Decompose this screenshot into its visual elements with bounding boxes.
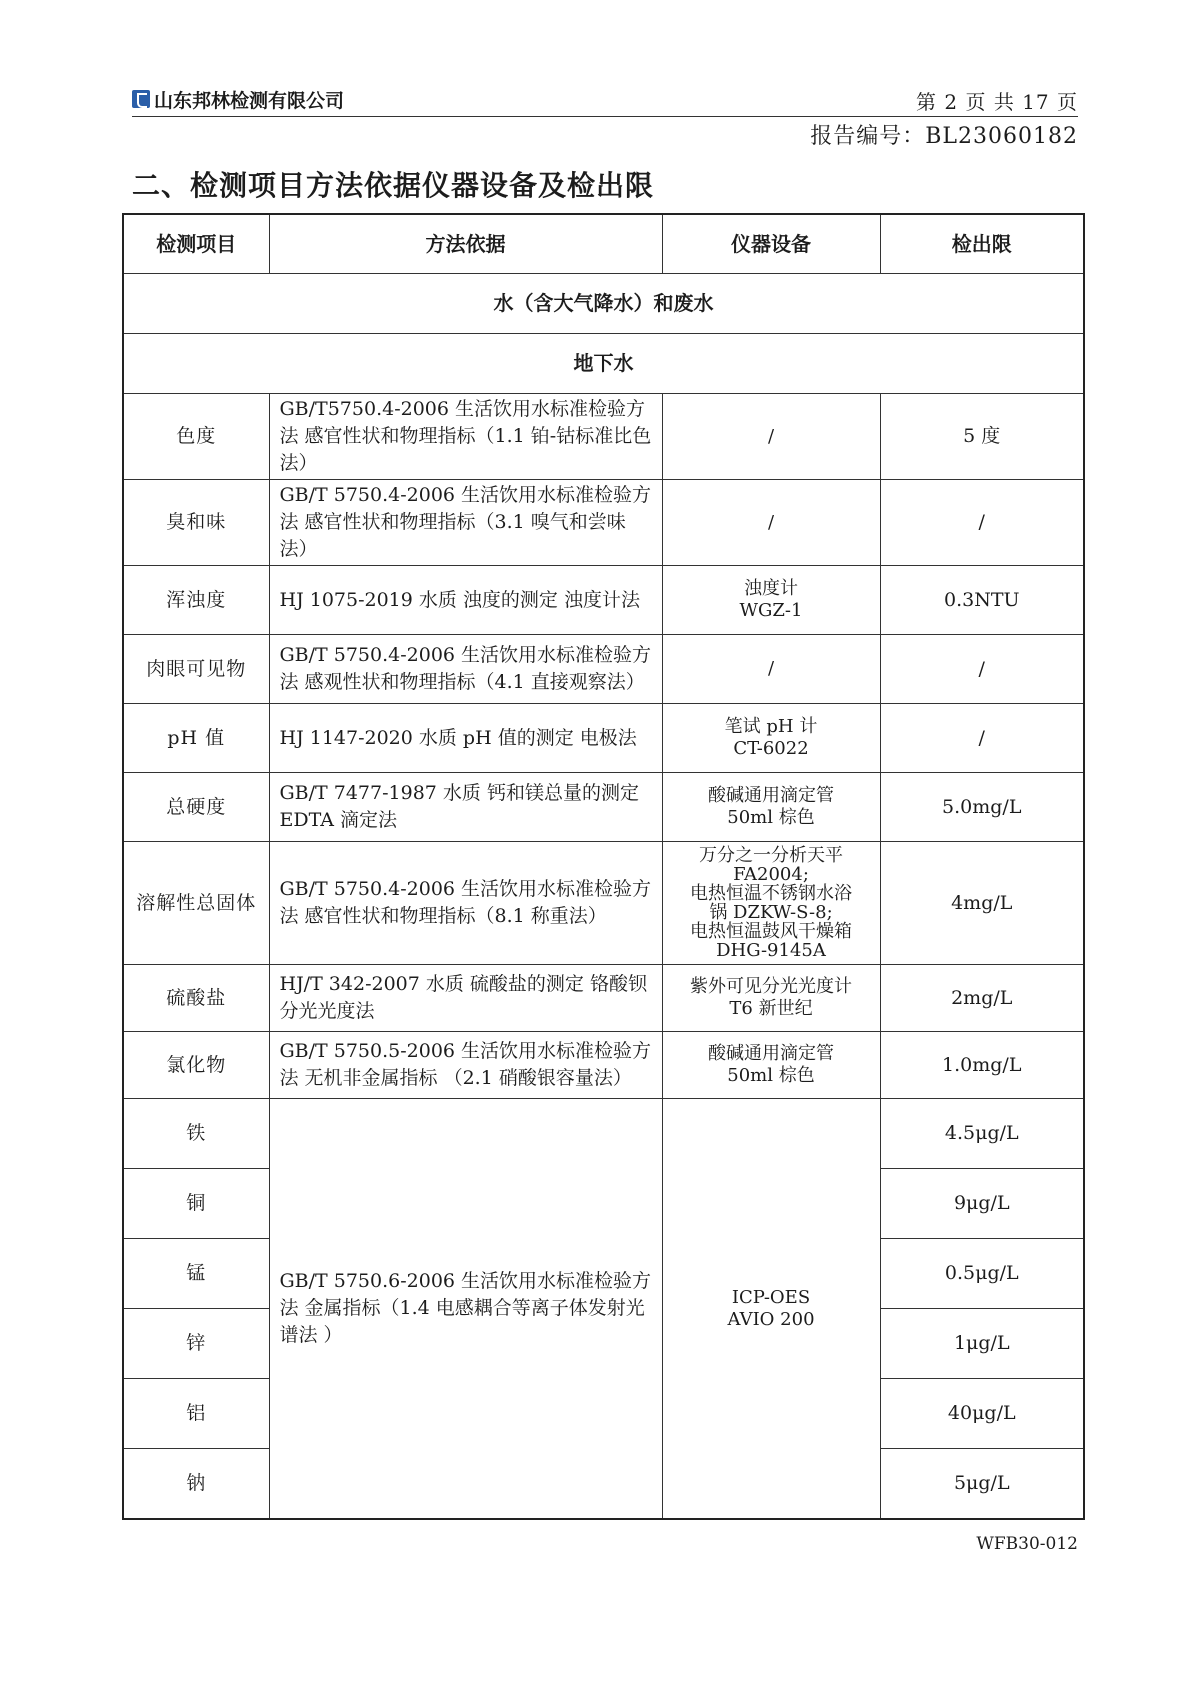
detection-limit: 9μg/L xyxy=(880,1169,1084,1239)
table-row xyxy=(123,965,1084,1032)
method-table xyxy=(122,213,1085,1520)
detection-limit: / xyxy=(880,635,1084,704)
test-item: 浑浊度 xyxy=(123,566,269,635)
method-basis: GB/T 5750.5-2006 生活饮用水标准检验方法 无机非金属指标 （2.1 硝酸银容量法） xyxy=(269,1032,662,1099)
equipment: 浊度计 WGZ-1 xyxy=(662,566,880,635)
test-item: pH 值 xyxy=(123,704,269,773)
page-number: 第 2 页 共 17 页 xyxy=(916,90,1078,114)
equipment: / xyxy=(662,480,880,566)
equipment: / xyxy=(662,635,880,704)
test-item: 硫酸盐 xyxy=(123,965,269,1032)
test-item: 锌 xyxy=(123,1309,269,1379)
test-item: 肉眼可见物 xyxy=(123,635,269,704)
table-row xyxy=(123,480,1084,566)
method-basis: HJ 1075-2019 水质 浊度的测定 浊度计法 xyxy=(269,566,662,635)
form-code: WFB30-012 xyxy=(976,1534,1078,1554)
test-item: 臭和味 xyxy=(123,480,269,566)
equipment: 万分之一分析天平 FA2004; 电热恒温不锈钢水浴 锅 DZKW-S-8; 电热恒温鼓风干燥箱 DHG-9145A xyxy=(662,842,880,965)
detection-limit: 4.5μg/L xyxy=(880,1099,1084,1169)
category-row xyxy=(123,274,1084,334)
table-row xyxy=(123,566,1084,635)
table-row xyxy=(123,842,1084,965)
company-logo-icon xyxy=(132,90,150,108)
test-item: 铜 xyxy=(123,1169,269,1239)
subcategory-label: 地下水 xyxy=(123,334,1084,394)
detection-limit: 5μg/L xyxy=(880,1449,1084,1520)
equipment: 紫外可见分光光度计 T6 新世纪 xyxy=(662,965,880,1032)
equipment: ICP-OES AVIO 200 xyxy=(662,1099,880,1520)
test-item: 铁 xyxy=(123,1099,269,1169)
subcategory-row xyxy=(123,334,1084,394)
method-basis: GB/T 7477-1987 水质 钙和镁总量的测定 EDTA 滴定法 xyxy=(269,773,662,842)
table-row xyxy=(123,1032,1084,1099)
column-header: 仪器设备 xyxy=(662,214,880,274)
method-basis: GB/T 5750.4-2006 生活饮用水标准检验方法 感官性状和物理指标（3.1 嗅气和尝味法） xyxy=(269,480,662,566)
method-basis: GB/T 5750.6-2006 生活饮用水标准检验方法 金属指标（1.4 电感耦合等离子体发射光谱法 ） xyxy=(269,1099,662,1520)
test-item: 钠 xyxy=(123,1449,269,1520)
detection-limit: 40μg/L xyxy=(880,1379,1084,1449)
test-item: 溶解性总固体 xyxy=(123,842,269,965)
column-header: 方法依据 xyxy=(269,214,662,274)
equipment: / xyxy=(662,394,880,480)
detection-limit: 2mg/L xyxy=(880,965,1084,1032)
method-basis: HJ/T 342-2007 水质 硫酸盐的测定 铬酸钡分光光度法 xyxy=(269,965,662,1032)
detection-limit: / xyxy=(880,480,1084,566)
test-item: 锰 xyxy=(123,1239,269,1309)
method-basis: GB/T5750.4-2006 生活饮用水标准检验方法 感官性状和物理指标（1.1 铂-钴标准比色法） xyxy=(269,394,662,480)
detection-limit: 0.3NTU xyxy=(880,566,1084,635)
test-item: 铝 xyxy=(123,1379,269,1449)
company-name: 山东邦林检测有限公司 xyxy=(154,90,345,112)
test-item: 氯化物 xyxy=(123,1032,269,1099)
equipment: 酸碱通用滴定管 50ml 棕色 xyxy=(662,1032,880,1099)
method-basis: HJ 1147-2020 水质 pH 值的测定 电极法 xyxy=(269,704,662,773)
detection-limit: 5.0mg/L xyxy=(880,773,1084,842)
column-header: 检测项目 xyxy=(123,214,269,274)
equipment: 笔试 pH 计 CT-6022 xyxy=(662,704,880,773)
detection-limit: 5 度 xyxy=(880,394,1084,480)
table-row xyxy=(123,394,1084,480)
column-header: 检出限 xyxy=(880,214,1084,274)
report-number: 报告编号：BL23060182 xyxy=(810,124,1078,149)
table-row xyxy=(123,635,1084,704)
detection-limit: 0.5μg/L xyxy=(880,1239,1084,1309)
detection-limit: / xyxy=(880,704,1084,773)
category-label: 水（含大气降水）和废水 xyxy=(123,274,1084,334)
table-row xyxy=(123,704,1084,773)
table-header-row xyxy=(123,214,1084,274)
section-title: 二、检测项目方法依据仪器设备及检出限 xyxy=(132,169,655,202)
equipment: 酸碱通用滴定管 50ml 棕色 xyxy=(662,773,880,842)
table-row xyxy=(123,773,1084,842)
method-basis: GB/T 5750.4-2006 生活饮用水标准检验方法 感官性状和物理指标（8.1 称重法） xyxy=(269,842,662,965)
detection-limit: 1μg/L xyxy=(880,1309,1084,1379)
test-item: 总硬度 xyxy=(123,773,269,842)
table-row xyxy=(123,1099,1084,1169)
test-item: 色度 xyxy=(123,394,269,480)
detection-limit: 4mg/L xyxy=(880,842,1084,965)
method-basis: GB/T 5750.4-2006 生活饮用水标准检验方法 感观性状和物理指标（4.1 直接观察法） xyxy=(269,635,662,704)
detection-limit: 1.0mg/L xyxy=(880,1032,1084,1099)
page-header xyxy=(132,86,1078,117)
